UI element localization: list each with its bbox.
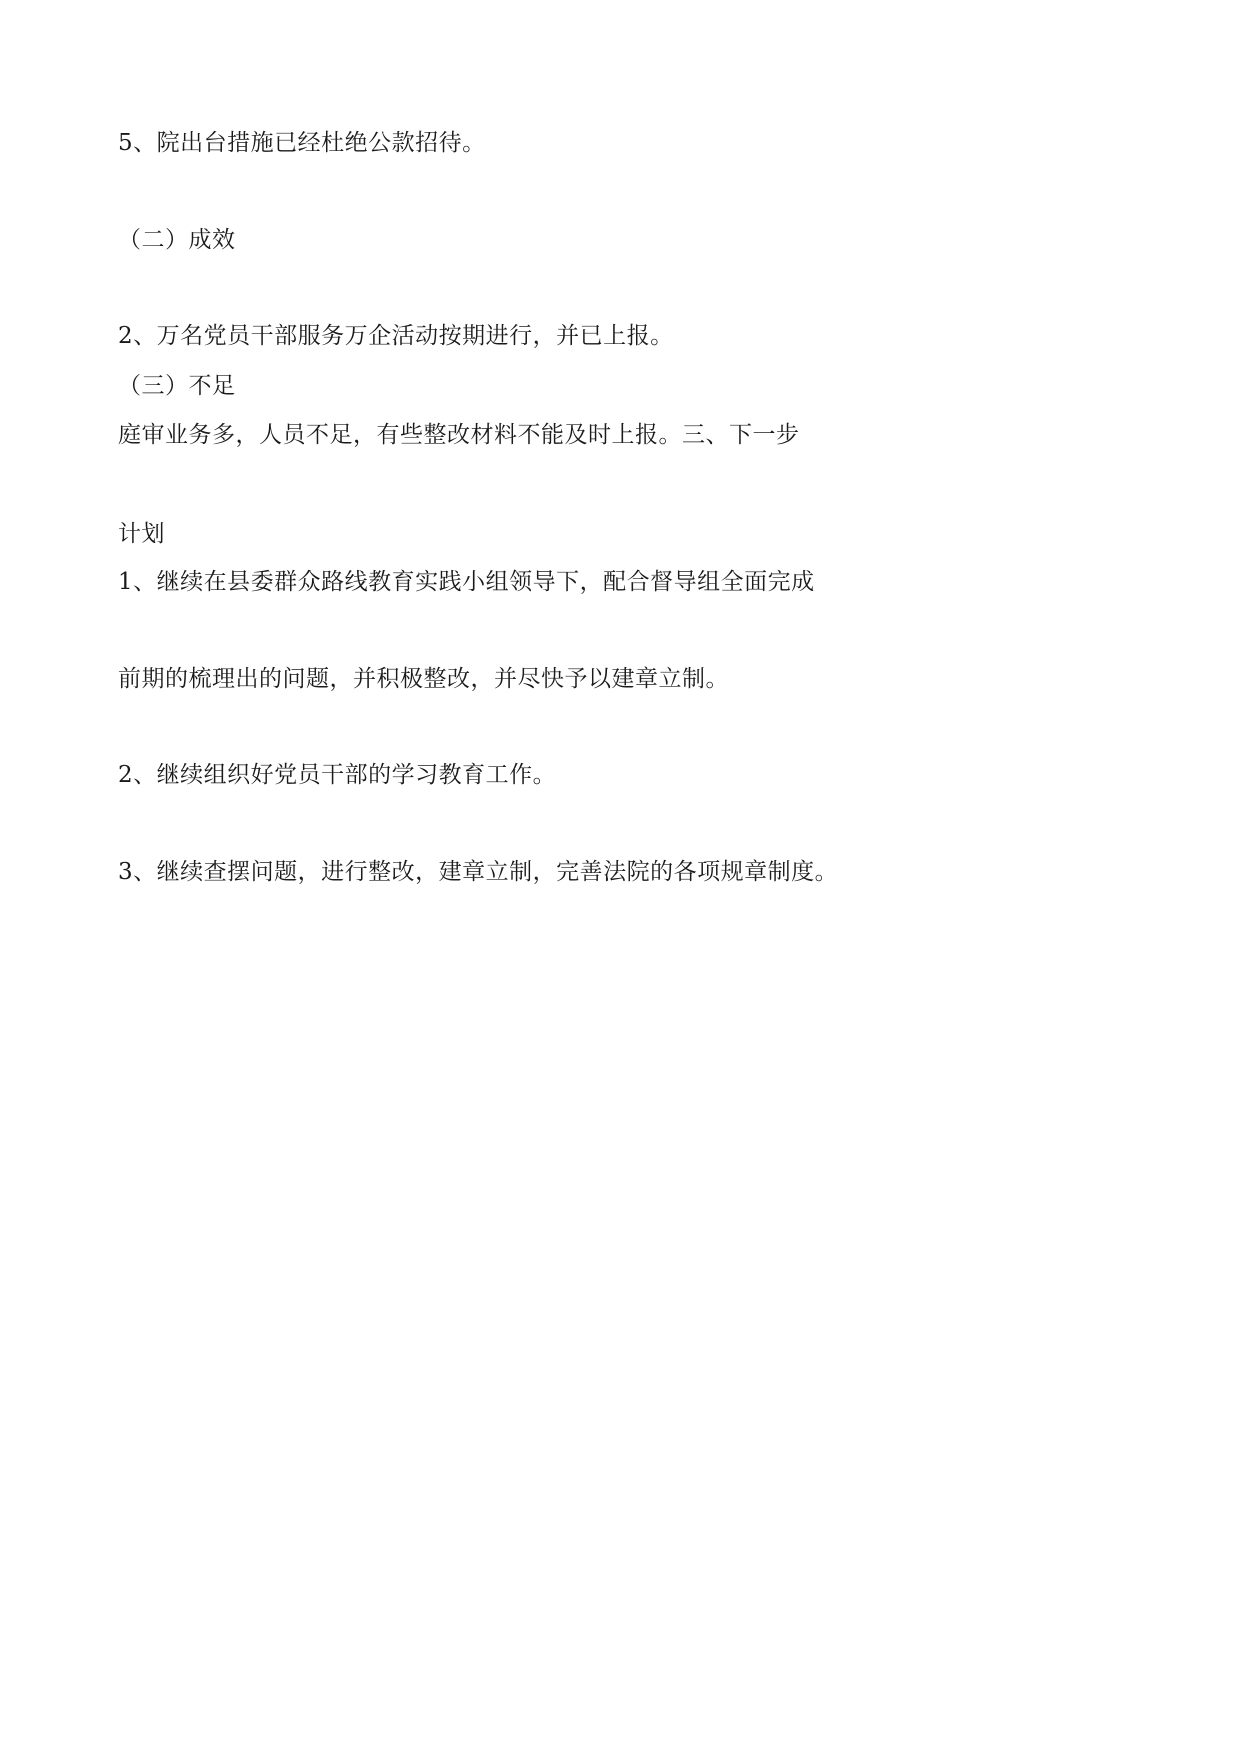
section-heading-shortcomings: （三）不足 [118,373,236,399]
paragraph-shortcomings: 庭审业务多，人员不足，有些整改材料不能及时上报。三、下一步 [118,422,800,448]
plan-item-1-continued: 前期的梳理出的问题，并积极整改，并尽快予以建章立制。 [118,666,729,692]
plan-item-3: 3、继续查摆问题，进行整改，建章立制，完善法院的各项规章制度。 [118,859,839,885]
section-heading-achievements: （二）成效 [118,227,236,253]
plan-item-1: 1、继续在县委群众路线教育实践小组领导下，配合督导组全面完成 [118,569,815,595]
paragraph-item-2: 2、万名党员干部服务万企活动按期进行，并已上报。 [118,323,674,349]
plan-item-2: 2、继续组织好党员干部的学习教育工作。 [118,762,557,788]
paragraph-plan-heading: 计划 [118,521,165,547]
paragraph-item-5: 5、院出台措施已经杜绝公款招待。 [118,130,486,156]
